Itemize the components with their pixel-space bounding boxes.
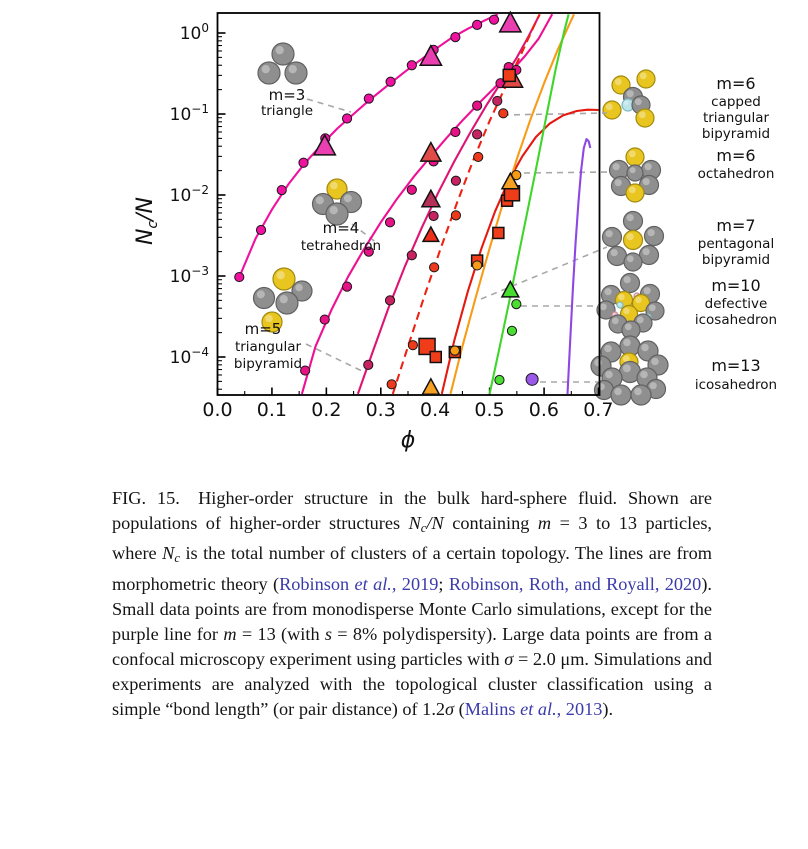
caption-text-run: σ xyxy=(445,699,455,720)
y-axis-label: $N_c/N$ xyxy=(133,196,161,246)
sim-point-m-10-defective-icosahedron xyxy=(512,299,521,308)
caption-text-run: containing xyxy=(443,513,538,534)
sim-point-m-6-capped-triangular-bipyramid xyxy=(387,380,396,389)
legend-m10-l2: icosahedron xyxy=(694,312,778,328)
legend-m10-l1: defective xyxy=(704,296,768,312)
exp-point-m-3-triangle xyxy=(314,135,335,155)
sim-point-m-6-capped-triangular-bipyramid xyxy=(474,152,483,161)
sim-point-m-5-triangular-bipyramid xyxy=(451,176,460,185)
caption-text-run: Higher-order structure in the bulk hard-sphere fluid. Shown are populations of higher-order structures xyxy=(112,488,713,534)
exp-point-m-6-octahedron xyxy=(503,69,515,81)
legend-m13-l1: icosahedron xyxy=(694,377,778,393)
y-tick-label: $10^{-1}$ xyxy=(169,102,209,125)
sim-point-m-4-tetrahedron xyxy=(385,218,394,227)
sim-point-m-10-defective-icosahedron xyxy=(495,375,504,384)
legend-m13-title: m=13 xyxy=(711,356,761,375)
leader-line xyxy=(524,172,610,173)
caption-text-run: σ xyxy=(504,648,514,669)
sim-point-m-5-triangular-bipyramid xyxy=(429,211,438,220)
sim-point-m-6-capped-triangular-bipyramid xyxy=(408,341,417,350)
y-tick-label: $10^{-3}$ xyxy=(169,264,209,287)
caption-text-run: s xyxy=(324,623,333,644)
caption-text-run: c xyxy=(174,551,180,566)
caption-text-run: m xyxy=(537,513,552,534)
sim-point-m-3-triangle xyxy=(364,94,373,103)
x-tick-0.4: 0.4 xyxy=(419,399,451,421)
label-m3-name: triangle xyxy=(260,103,314,119)
cluster-m6oct-icon xyxy=(610,148,661,202)
caption-text-run: N xyxy=(408,513,421,534)
legend-m6oct-l1: octahedron xyxy=(697,166,775,182)
sim-point-m-5-triangular-bipyramid xyxy=(407,251,416,260)
exp-point-m-6-capped-triangular-bipyramid xyxy=(423,227,439,241)
theory-line-m-13-icosahedron xyxy=(568,139,591,394)
sim-point-m-4-tetrahedron xyxy=(407,185,416,194)
sim-point-m-5-triangular-bipyramid xyxy=(493,96,502,105)
legend-m6oct-title: m=6 xyxy=(716,146,756,165)
sim-point-m-4-tetrahedron xyxy=(451,127,460,136)
caption-text-run: ; xyxy=(438,573,449,594)
exp-point-m-7-pentagonal-bipyramid xyxy=(422,379,439,394)
sim-point-m-3-triangle xyxy=(407,61,416,70)
caption-text-run: FIG. 15. xyxy=(112,488,180,508)
exp-point-m-6-octahedron xyxy=(430,352,441,363)
sim-point-m-5-triangular-bipyramid xyxy=(473,130,482,139)
caption-text-run xyxy=(180,488,198,508)
sim-point-m-13-icosahedron xyxy=(526,373,538,385)
legend-m7-l1: pentagonal xyxy=(697,236,775,252)
sim-point-m-5-triangular-bipyramid xyxy=(364,360,373,369)
sim-point-m-3-triangle xyxy=(256,225,265,234)
caption-text-run: ( xyxy=(454,699,465,720)
caption-text-run: c xyxy=(420,521,427,536)
label-m5-title: m=5 xyxy=(244,320,282,338)
citation-link[interactable]: Robinson xyxy=(279,573,355,594)
legend-m7-title: m=7 xyxy=(716,216,756,235)
caption-text-run: ). Small data points are from monodisperse Monte Carlo simulations, except for the purple line for xyxy=(112,573,712,644)
cluster-m13-icon xyxy=(591,336,668,405)
sim-point-m7-overlay xyxy=(450,346,459,355)
sim-point-m-3-triangle xyxy=(489,15,498,24)
label-m5-name1: triangular xyxy=(234,339,302,355)
legend-m7-l2: bipyramid xyxy=(701,252,771,268)
sim-point-m-3-triangle xyxy=(277,185,286,194)
x-tick-labels xyxy=(202,399,613,421)
sim-point-m-10-defective-icosahedron xyxy=(507,326,516,335)
caption-text-run: = 2.0 μm. Simulations and experiments are analyzed with the topological cluster classification using a simple “bond length” (or pair distance) of 1.2 xyxy=(112,648,712,720)
sim-point-m-6-capped-triangular-bipyramid xyxy=(430,263,439,272)
sim-point-m-3-triangle xyxy=(473,20,482,29)
citation-link[interactable]: et al. xyxy=(520,699,557,720)
x-tick-0.7: 0.7 xyxy=(583,399,614,421)
citation-link[interactable]: Malins xyxy=(464,699,521,720)
x-tick-0.1: 0.1 xyxy=(256,399,288,421)
citation-link[interactable]: Robinson, Roth, and Royall, 2020 xyxy=(448,573,702,594)
caption-text-run: = 3 to 13 particles, where xyxy=(112,513,713,564)
side-legend-labels xyxy=(695,74,777,393)
leader-line xyxy=(481,247,607,299)
cluster-m7-icon xyxy=(603,212,664,272)
y-tick-label: $10^0$ xyxy=(179,21,209,44)
label-m4-name: tetrahedron xyxy=(300,238,382,254)
legend-m6ctb-l1: capped xyxy=(711,94,761,110)
legend-m6ctb-l3: bipyramid xyxy=(701,126,771,142)
legend-m6ctb-l2: triangular xyxy=(702,110,770,126)
sim-point-m-5-triangular-bipyramid xyxy=(385,296,394,305)
caption-text-run: ). xyxy=(602,699,614,720)
sim-point-m-4-tetrahedron xyxy=(342,282,351,291)
cluster-m10-icon xyxy=(597,274,664,340)
sim-point-m-4-tetrahedron xyxy=(473,101,482,110)
exp-point-m-6-octahedron xyxy=(493,227,504,238)
label-m4-title: m=4 xyxy=(322,219,360,237)
cluster-m3-icon xyxy=(258,43,307,84)
exp-point-m-3-triangle xyxy=(500,12,521,32)
in-plot-cluster-labels xyxy=(234,86,381,372)
caption-text-run: /N xyxy=(426,513,444,534)
figure-caption xyxy=(112,486,712,722)
citation-link[interactable]: et al. xyxy=(354,573,392,594)
x-tick-0.2: 0.2 xyxy=(311,399,342,421)
sim-point-m-3-triangle xyxy=(451,32,460,41)
y-tick-labels xyxy=(170,21,209,368)
sim-point-m-3-triangle xyxy=(235,272,244,281)
x-tick-0.5: 0.5 xyxy=(474,399,505,421)
caption-text-run: is the total number of clusters of a certain topology. The lines are from morphometric theory ( xyxy=(112,543,712,594)
caption-text-run: = 8% polydispersity). Large data points are from a confocal microscopy experiment using particles with xyxy=(112,623,712,669)
sim-point-m-7-pentagonal-bipyramid xyxy=(473,261,482,270)
x-tick-0.0: 0.0 xyxy=(202,399,233,421)
citation-link[interactable]: , 2013 xyxy=(556,699,603,720)
leader-line xyxy=(307,99,351,112)
sim-point-m-6-capped-triangular-bipyramid xyxy=(451,211,460,220)
label-m5-name2: bipyramid xyxy=(233,356,303,372)
sim-point-m-6-capped-triangular-bipyramid xyxy=(499,109,508,118)
sim-point-m-4-tetrahedron xyxy=(320,315,329,324)
caption-text-run: N xyxy=(162,543,175,564)
legend-m6ctb-title: m=6 xyxy=(716,74,756,93)
sim-point-m-3-triangle xyxy=(386,77,395,86)
y-tick-label: $10^{-2}$ xyxy=(169,183,209,206)
exp-point-m-4-tetrahedron xyxy=(421,143,441,162)
caption-text-run: = 13 (with xyxy=(236,623,325,644)
sim-point-m-3-triangle xyxy=(342,114,351,123)
citation-link[interactable]: , 2019 xyxy=(391,573,439,594)
legend-m10-title: m=10 xyxy=(711,276,761,295)
caption-text-run: m xyxy=(223,623,237,644)
y-tick-label: $10^{-4}$ xyxy=(169,345,209,368)
x-tick-0.3: 0.3 xyxy=(365,399,396,421)
x-axis-label: ϕ xyxy=(400,428,416,453)
x-tick-0.6: 0.6 xyxy=(528,399,560,421)
sim-point-m-3-triangle xyxy=(299,158,308,167)
leader-line xyxy=(503,113,607,115)
label-m3-title: m=3 xyxy=(268,86,306,104)
cluster-m6ctb-icon xyxy=(603,70,655,127)
